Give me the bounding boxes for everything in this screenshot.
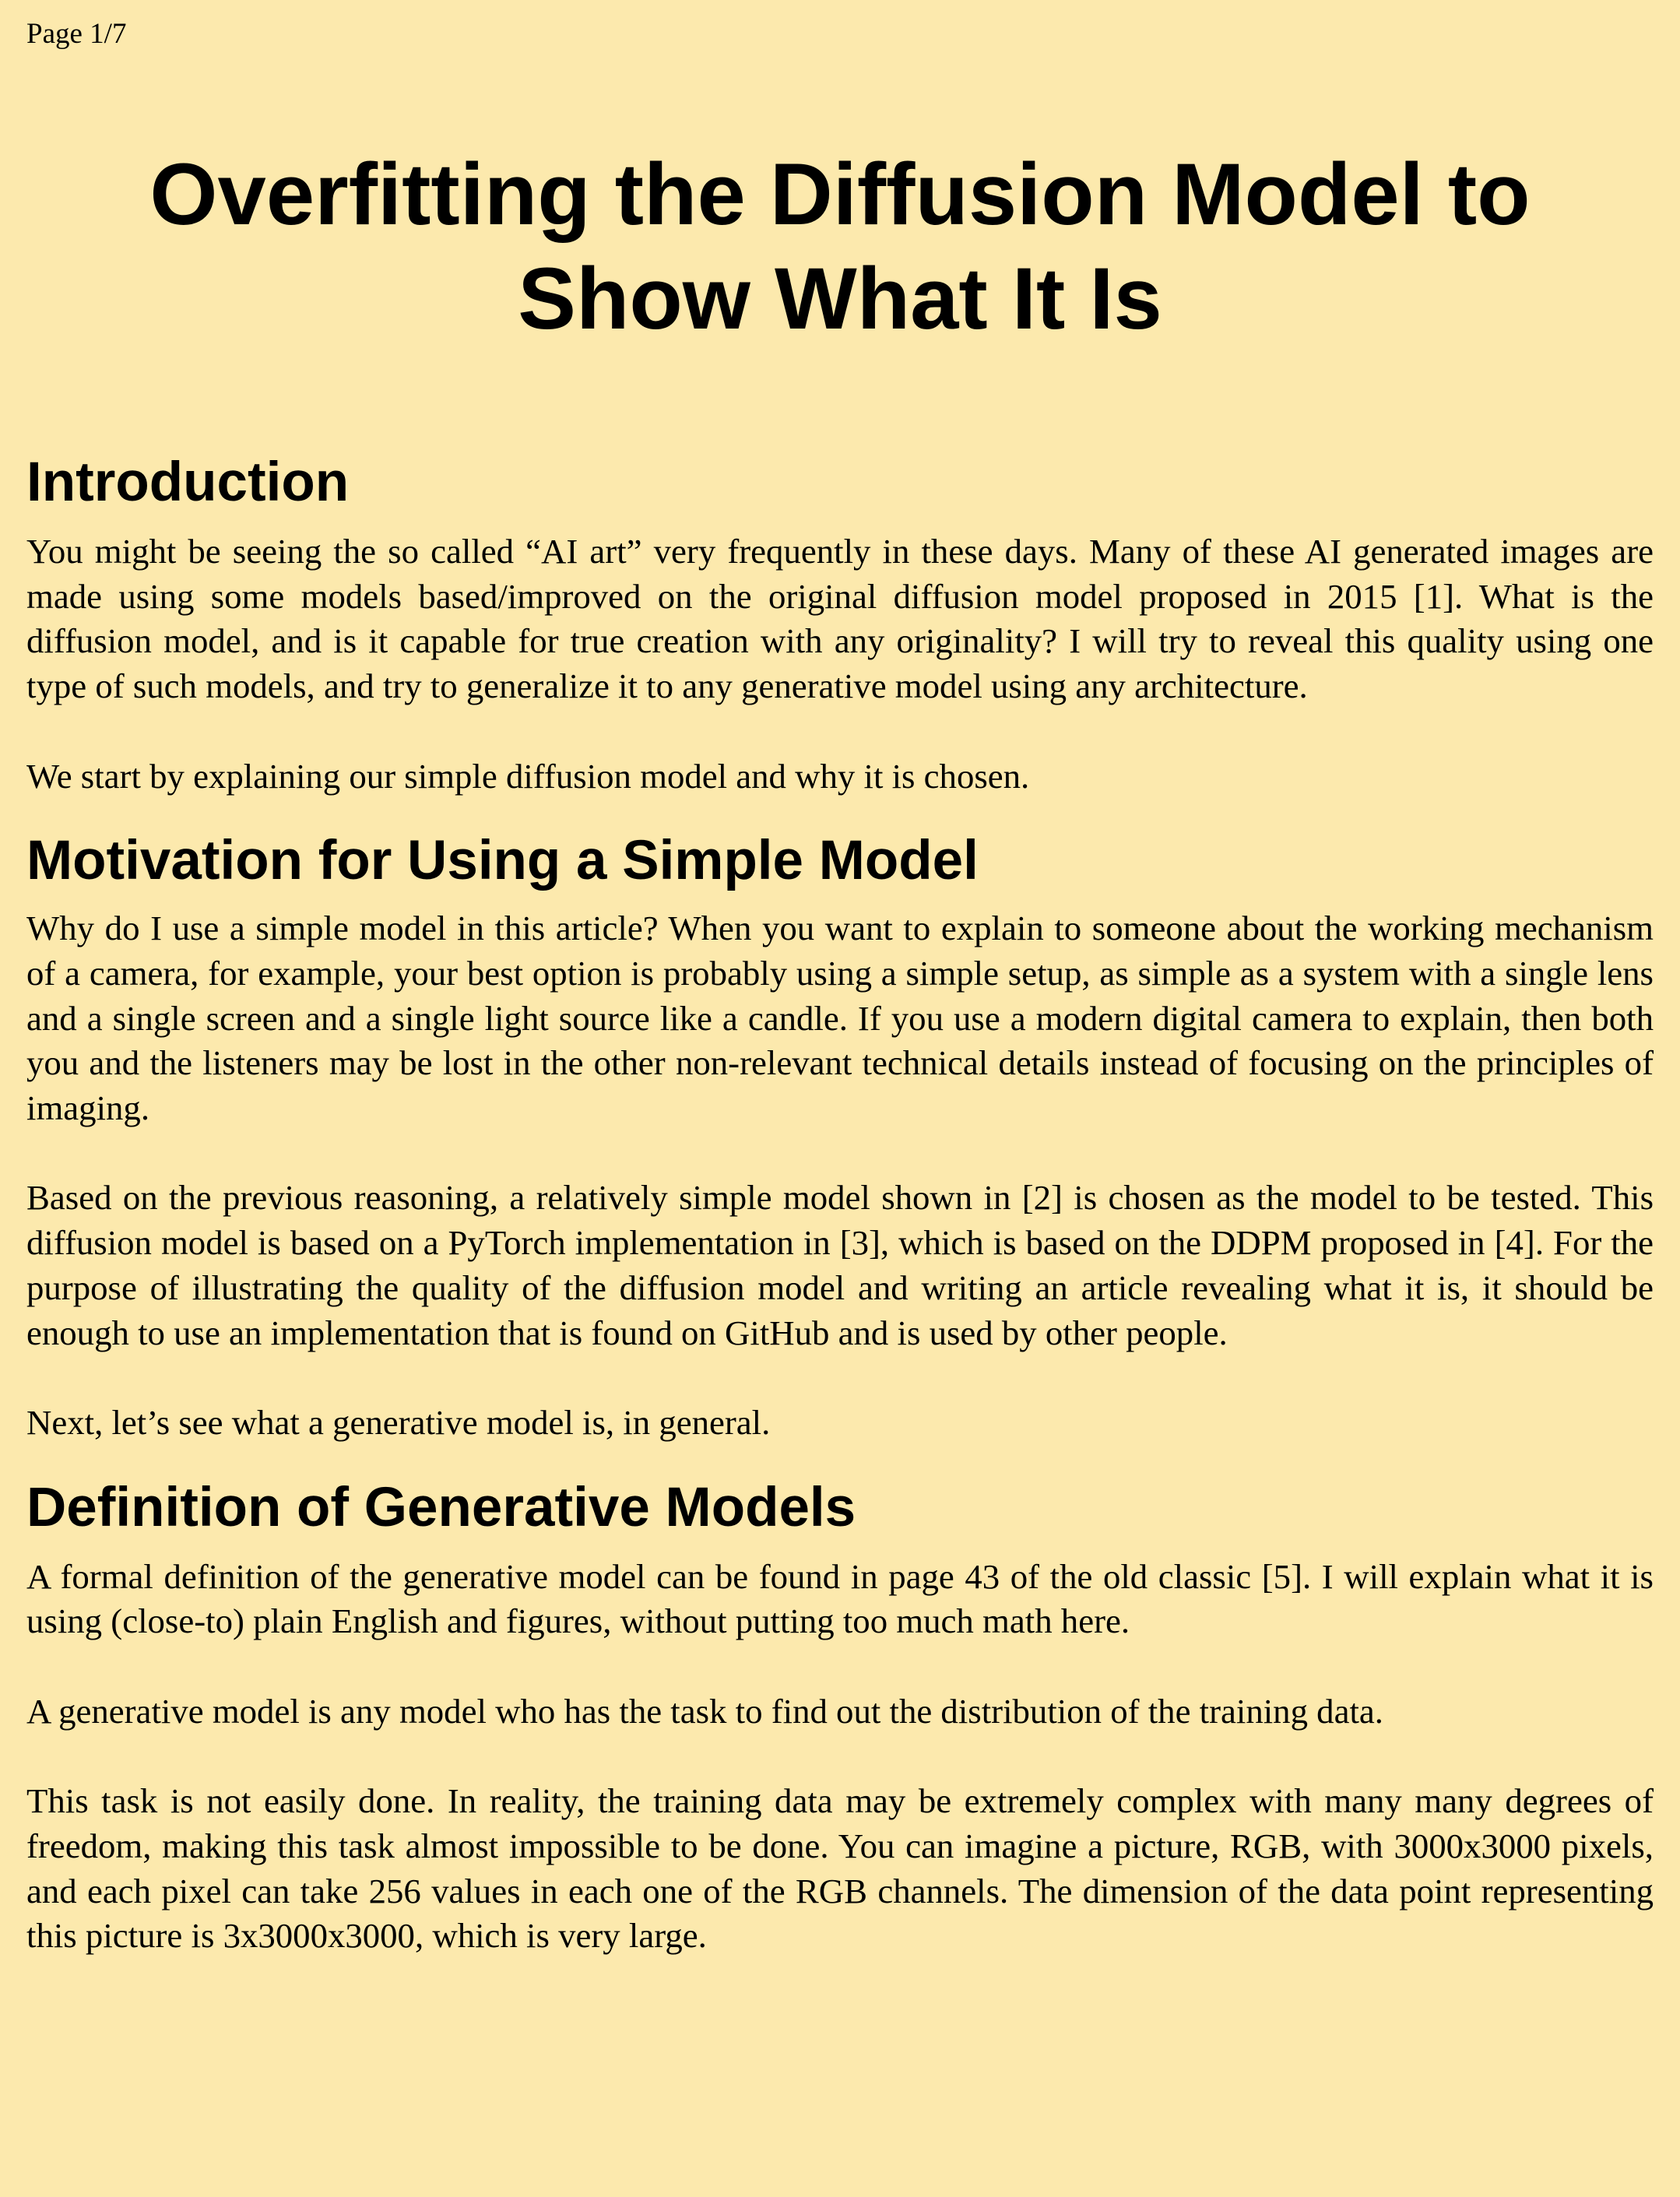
section-heading-introduction: Introduction	[26, 452, 350, 513]
section-heading-motivation: Motivation for Using a Simple Model	[26, 830, 979, 892]
paragraph: A generative model is any model who has the task to find out the distribution of the training data.	[26, 1691, 1383, 1731]
paragraph: This task is not easily done. In reality, the training data may be extremely complex with many many degrees of freedom, making this task almost impossible to be done. You can imagine a picture, RGB, with 3000x3000 pixels, and each pixel can take 256 values in each one of the RGB channels. The dimension of the data point representing this picture is 3x3000x3000, which is very large.	[26, 1781, 1654, 1956]
paragraph: Based on the previous reasoning, a relatively simple model shown in [2] is chosen as the model to be tested. This diffusion model is based on a PyTorch implementation in [3], which is based on the DDPM proposed in [4]. For the purpose of illustrating the quality of the diffusion model and writing an article revealing what it is, it should be enough to use an implementation that is found on GitHub and is used by other people.	[26, 1178, 1654, 1352]
section-heading-definition: Definition of Generative Models	[26, 1476, 856, 1538]
paragraph: We start by explaining our simple diffusion model and why it is chosen.	[26, 756, 1030, 796]
document-title: Overfitting the Diffusion Model to Show What It Is	[149, 146, 1531, 347]
paragraph: Why do I use a simple model in this article? When you want to explain to someone about the working mechanism of a camera, for example, your best option is probably using a simple setup, as simple as a system with a single lens and a single screen and a single light source like a candle. If you use a modern digital camera to explain, then both you and the listeners may be lost in the other non-relevant technical details instead of focusing on the principles of imaging.	[26, 909, 1654, 1128]
page-number: Page 1/7	[26, 18, 127, 50]
section-motivation	[26, 822, 1654, 1445]
paragraph: Next, let’s see what a generative model is, in general.	[26, 1402, 771, 1442]
paragraph: A formal definition of the generative model can be found in page 43 of the old classic [5]. I will explain what it is using (close-to) plain English and figures, without putting too much math here.	[26, 1556, 1654, 1641]
paragraph: You might be seeing the so called “AI art” very frequently in these days. Many of these AI generated images are made using some models based/improved on the original diffusion model proposed in 2015 [1]. What is the diffusion model, and is it capable for true creation with any originality? I will try to reveal this quality using one type of such models, and try to generalize it to any generative model using any architecture.	[26, 532, 1654, 706]
section-definition	[26, 1469, 1654, 1959]
document-body	[26, 444, 1654, 1959]
section-introduction	[26, 444, 1654, 799]
